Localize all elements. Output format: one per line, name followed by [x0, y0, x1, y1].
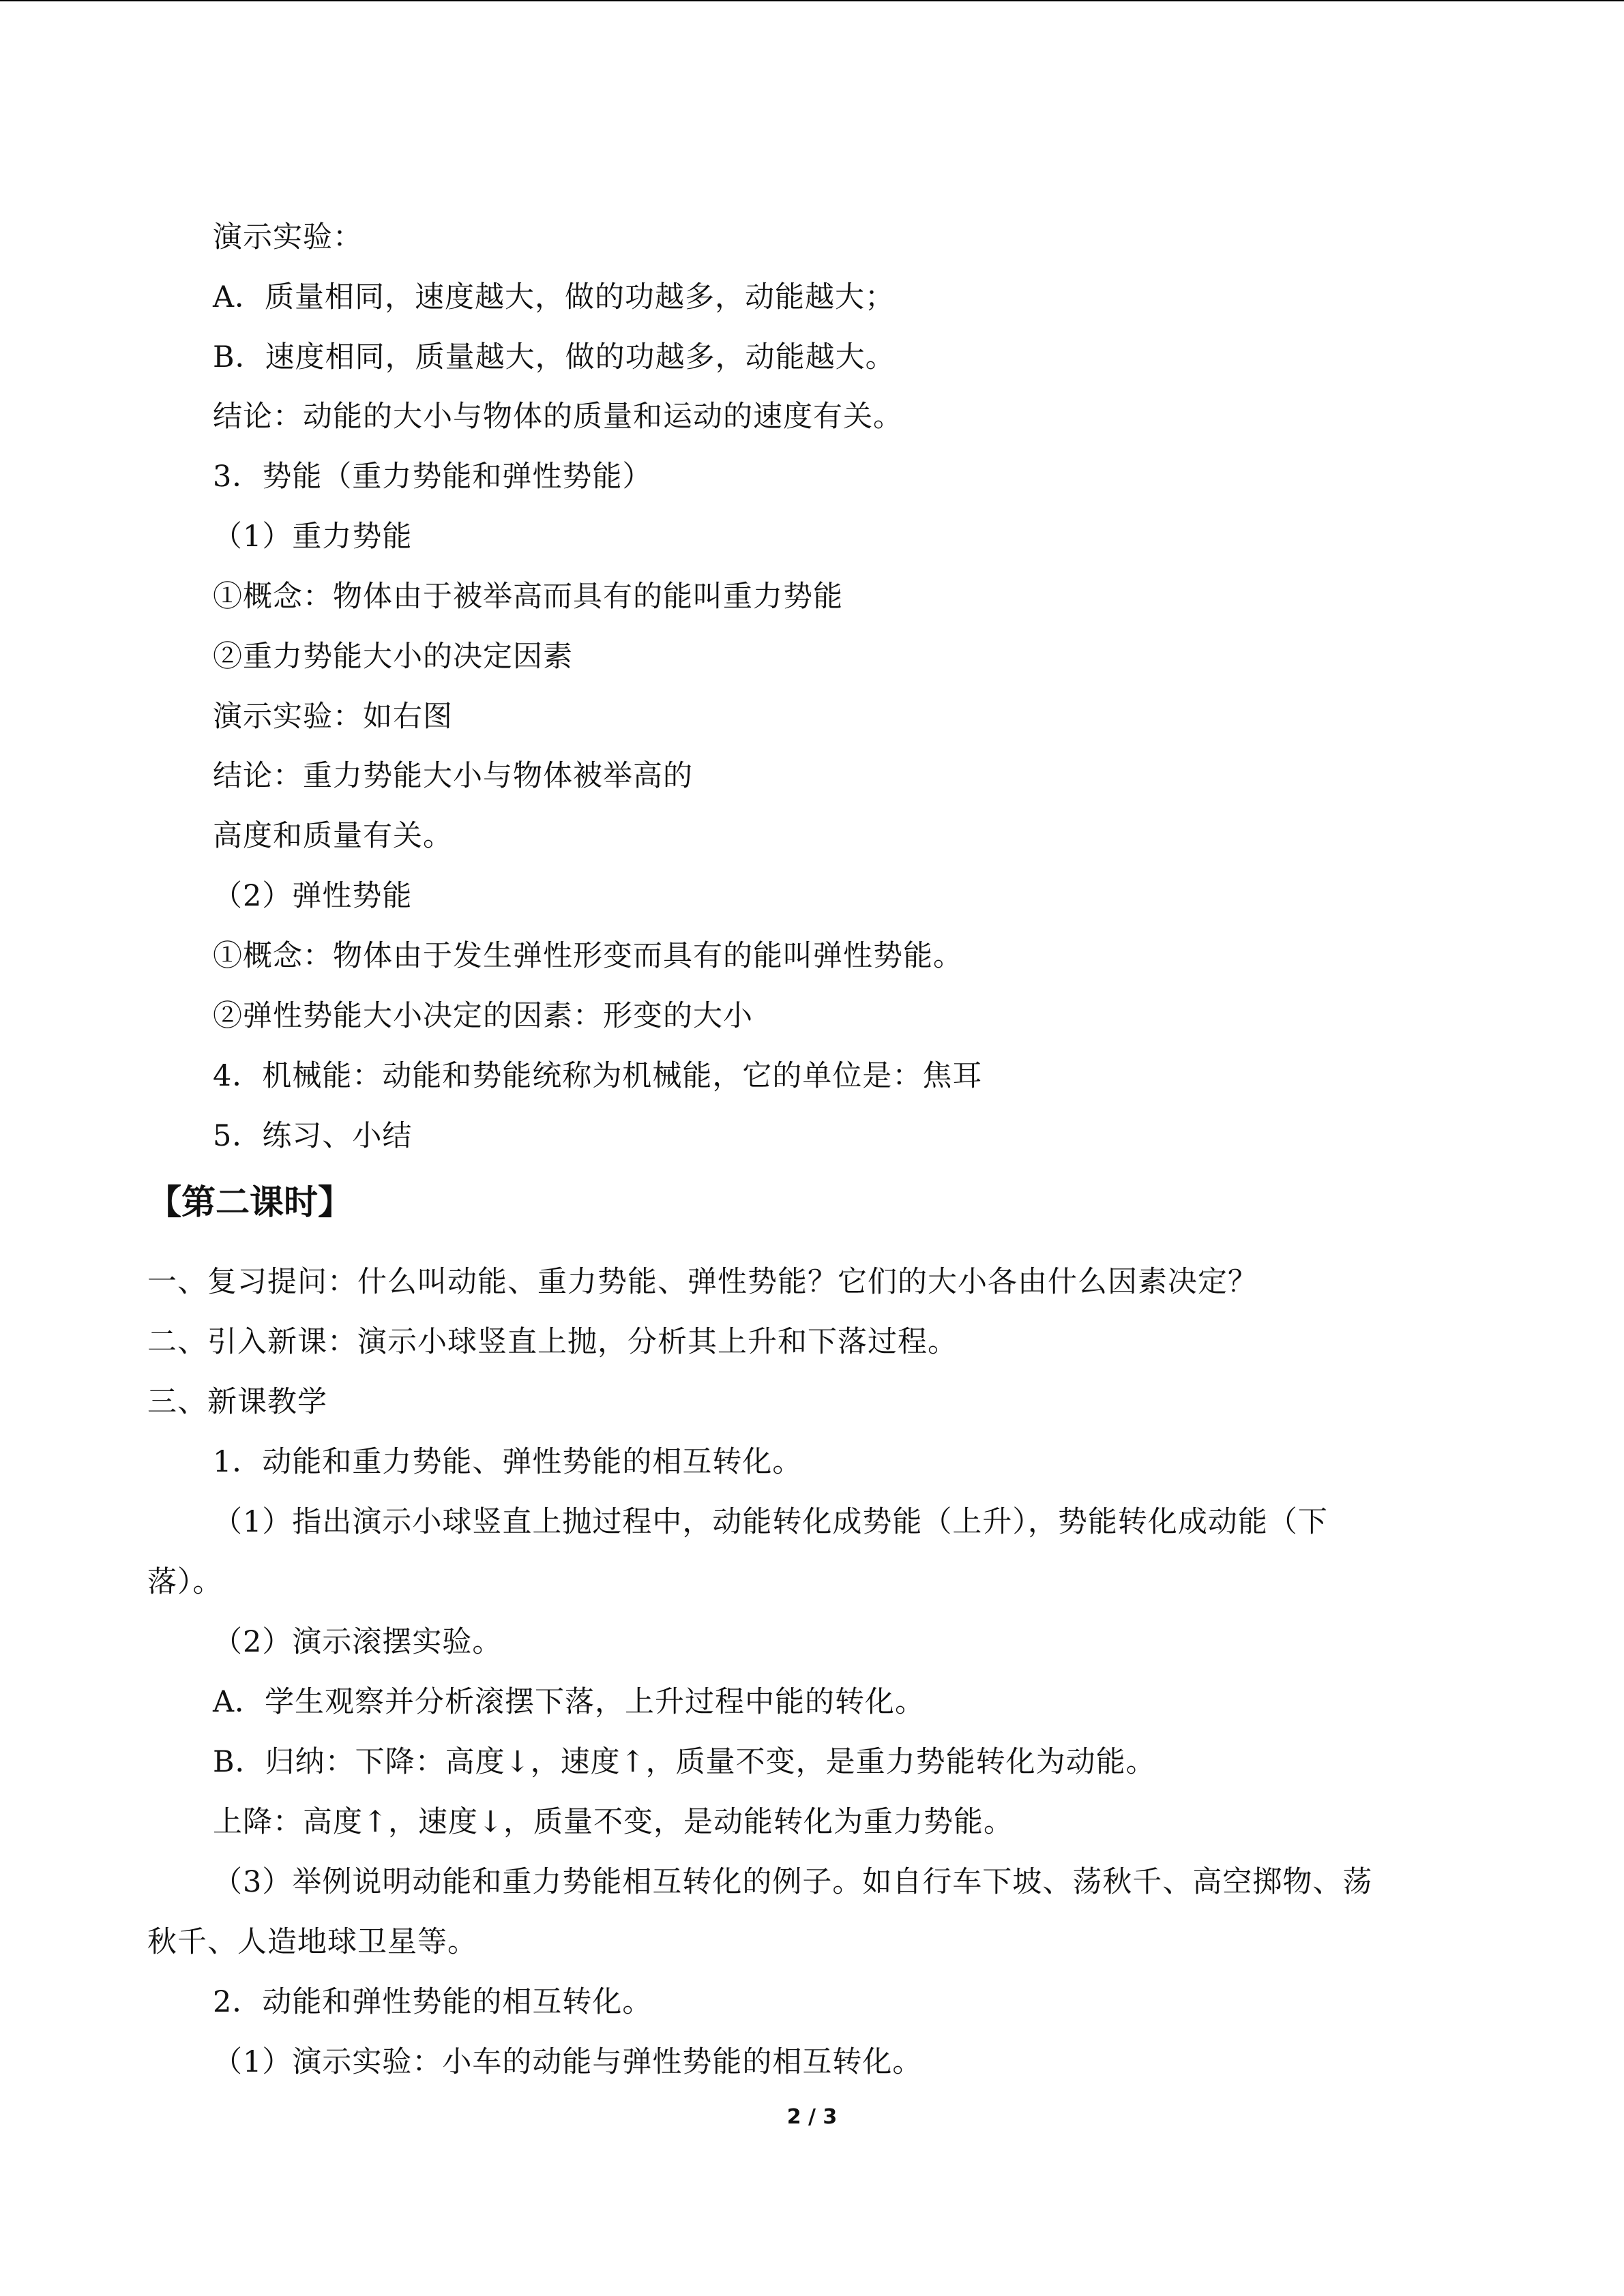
item1-2-c: 上降：高度↑，速度↓，质量不变，是动能转化为重力势能。 [213, 1805, 1014, 1839]
page-number: 2 / 3 [786, 2105, 838, 2129]
item1-2-a: A．学生观察并分析滚摆下落，上升过程中能的转化。 [213, 1685, 926, 1719]
elastic-concept: ①概念：物体由于发生弹性形变而具有的能叫弹性势能。 [213, 939, 963, 973]
elastic-title: （2）弹性势能 [213, 879, 413, 913]
intro-new-lesson: 二、引入新课：演示小球竖直上抛，分析其上升和下落过程。 [147, 1325, 958, 1359]
conclusion: 结论：动能的大小与物体的质量和运动的速度有关。 [213, 400, 903, 434]
gravity-factors: ②重力势能大小的决定因素 [213, 640, 573, 674]
elastic-factors: ②弹性势能大小决定的因素：形变的大小 [213, 999, 753, 1033]
potential-title: 3．势能（重力势能和弹性势能） [213, 460, 653, 494]
demo-a: A．质量相同，速度越大，做的功越多，动能越大； [213, 280, 896, 314]
lesson-heading: 【第二课时】 [147, 1182, 352, 1222]
item1-2-b: B．归纳：下降：高度↓，速度↑，质量不变，是重力势能转化为动能。 [213, 1745, 1156, 1779]
item2-title: 2．动能和弹性势能的相互转化。 [213, 1985, 653, 2019]
demo-label: 演示实验： [213, 220, 363, 254]
gravity-conclusion-1: 结论：重力势能大小与物体被举高的 [213, 759, 693, 793]
gravity-title: （1）重力势能 [213, 520, 413, 554]
mechanical-energy: 4．机械能：动能和势能统称为机械能，它的单位是：焦耳 [213, 1059, 983, 1093]
item1-3-line1: （3）举例说明动能和重力势能相互转化的例子。如自行车下坡、荡秋千、高空掷物、荡 [213, 1865, 1373, 1899]
gravity-demo: 演示实验：如右图 [213, 700, 453, 734]
item1-1-line1: （1）指出演示小球竖直上抛过程中，动能转化成势能（上升），势能转化成动能（下 [213, 1505, 1328, 1539]
item2-1: （1）演示实验：小车的动能与弹性势能的相互转化。 [213, 2045, 923, 2079]
item1-1-line2: 落）。 [147, 1565, 223, 1599]
review-question: 一、复习提问：什么叫动能、重力势能、弹性势能？它们的大小各由什么因素决定？ [147, 1265, 1258, 1299]
demo-b: B．速度相同，质量越大，做的功越多，动能越大。 [213, 340, 896, 374]
top-border [0, 0, 1624, 1]
item1-title: 1．动能和重力势能、弹性势能的相互转化。 [213, 1445, 803, 1479]
gravity-concept: ①概念：物体由于被举高而具有的能叫重力势能 [213, 580, 843, 614]
item1-3-line2: 秋千、人造地球卫星等。 [147, 1925, 477, 1959]
item1-2: （2）演示滚摆实验。 [213, 1625, 503, 1659]
practice-summary: 5．练习、小结 [213, 1119, 413, 1153]
new-lesson-teaching: 三、新课教学 [147, 1385, 327, 1419]
gravity-conclusion-2: 高度和质量有关。 [213, 819, 453, 853]
